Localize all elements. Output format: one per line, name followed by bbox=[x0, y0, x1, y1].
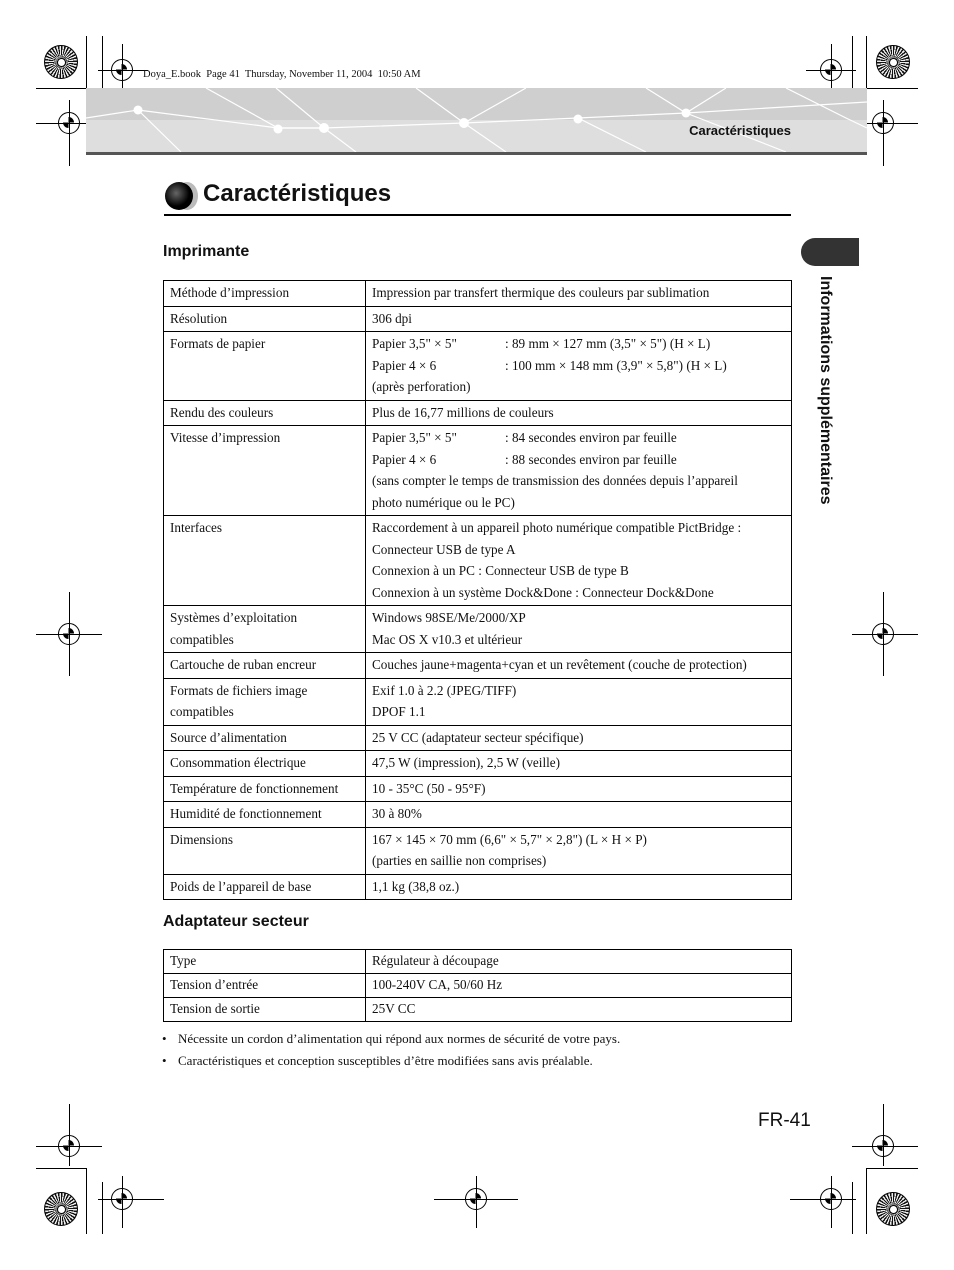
spec-value-term: Papier 4 × 6 bbox=[372, 451, 437, 467]
spec-row bbox=[164, 802, 792, 828]
spec-row bbox=[164, 950, 792, 974]
spec-value-line: 1,1 kg (38,8 oz.) bbox=[372, 878, 460, 894]
spec-label-cell bbox=[164, 426, 366, 516]
spec-value-line: Windows 98SE/Me/2000/XP bbox=[372, 610, 526, 625]
spec-value-cell bbox=[366, 653, 792, 679]
spec-value-line bbox=[372, 355, 785, 377]
spec-label-line: compatibles bbox=[170, 631, 234, 647]
spec-row bbox=[164, 678, 792, 725]
spec-value-line: Raccordement à un appareil photo numérique compatible PictBridge : bbox=[372, 520, 742, 535]
spec-label-cell bbox=[164, 776, 366, 802]
note-item: • Caractéristiques et conception susceptibles d’être modifiées sans avis préalable. bbox=[162, 1050, 620, 1072]
spec-value-cell bbox=[366, 802, 792, 828]
spec-label-line: Tension d’entrée bbox=[170, 977, 259, 992]
spec-label-cell bbox=[164, 725, 366, 751]
spec-row bbox=[164, 606, 792, 653]
spec-label-cell bbox=[164, 332, 366, 401]
print-slug: Doya_E.book Page 41 Thursday, November 11, 2004 10:50 AM bbox=[143, 69, 421, 80]
spec-value-detail: : 88 secondes environ par feuille bbox=[505, 451, 677, 467]
spec-label-cell bbox=[164, 950, 366, 974]
spec-value-line: 47,5 W (impression), 2,5 W (veille) bbox=[372, 755, 561, 770]
spec-label-line: Rendu des couleurs bbox=[170, 404, 274, 420]
spec-value-term: Papier 3,5" × 5" bbox=[372, 430, 457, 445]
spec-value-cell bbox=[366, 950, 792, 974]
spec-value-line: (après perforation) bbox=[372, 379, 471, 394]
notes-list bbox=[162, 1028, 620, 1072]
registration-target-icon bbox=[876, 45, 910, 79]
spec-row bbox=[164, 281, 792, 307]
spec-label-cell bbox=[164, 751, 366, 777]
spec-label-cell bbox=[164, 606, 366, 653]
spec-label-line: Poids de l’appareil de base bbox=[170, 878, 312, 894]
spec-label-cell bbox=[164, 998, 366, 1022]
spec-value-cell bbox=[366, 606, 792, 653]
spec-value-line: Mac OS X v10.3 et ultérieur bbox=[372, 631, 523, 647]
spec-value-cell bbox=[366, 974, 792, 998]
spec-row bbox=[164, 974, 792, 998]
spec-value-cell bbox=[366, 678, 792, 725]
spec-value-detail: : 100 mm × 148 mm (3,9" × 5,8") (H × L) bbox=[505, 357, 727, 373]
spec-row bbox=[164, 998, 792, 1022]
spec-row bbox=[164, 827, 792, 874]
header-network-decoration bbox=[86, 88, 867, 152]
spec-value-line: photo numérique ou le PC) bbox=[372, 494, 515, 510]
adapter-spec-table bbox=[163, 949, 792, 1022]
spec-value-cell bbox=[366, 725, 792, 751]
spec-value-line: Exif 1.0 à 2.2 (JPEG/TIFF) bbox=[372, 682, 517, 698]
spec-row bbox=[164, 776, 792, 802]
registration-target-icon bbox=[44, 1192, 78, 1226]
spec-value-cell bbox=[366, 516, 792, 606]
spec-value-cell bbox=[366, 281, 792, 307]
spec-label-line: Tension de sortie bbox=[170, 1001, 260, 1016]
spec-label-cell bbox=[164, 306, 366, 332]
spec-value-line bbox=[372, 427, 785, 449]
title-rule bbox=[164, 214, 791, 216]
spec-label-line: Source d’alimentation bbox=[170, 729, 287, 745]
spec-label-line: Consommation électrique bbox=[170, 755, 306, 770]
spec-label-cell bbox=[164, 281, 366, 307]
spec-value-detail: : 84 secondes environ par feuille bbox=[505, 430, 677, 445]
spec-value-detail: : 89 mm × 127 mm (3,5" × 5") (H × L) bbox=[505, 336, 711, 351]
spec-value-line: 306 dpi bbox=[372, 310, 412, 326]
spec-label-line: Type bbox=[170, 953, 197, 968]
spec-value-line: Connexion à un PC : Connecteur USB de type B bbox=[372, 563, 629, 578]
spec-value-line: Connecteur USB de type A bbox=[372, 541, 516, 557]
page-title: Caractéristiques bbox=[203, 180, 392, 207]
spec-value-line: Régulateur à découpage bbox=[372, 953, 499, 968]
spec-row bbox=[164, 516, 792, 606]
spec-label-line: Dimensions bbox=[170, 831, 234, 847]
spec-value-cell bbox=[366, 874, 792, 900]
spec-label-line: Systèmes d’exploitation bbox=[170, 610, 298, 625]
spec-value-line: DPOF 1.1 bbox=[372, 704, 426, 719]
side-section-label: Informations supplémentaires bbox=[817, 276, 834, 505]
spec-value-cell bbox=[366, 426, 792, 516]
spec-value-line: (sans compter le temps de transmission des données depuis l’appareil bbox=[372, 473, 738, 488]
header-rule bbox=[86, 152, 867, 155]
spec-value-line: 100-240V CA, 50/60 Hz bbox=[372, 977, 503, 992]
spec-value-line: 25 V CC (adaptateur secteur spécifique) bbox=[372, 729, 584, 745]
spec-value-line: Couches jaune+magenta+cyan et un revêtement (couche de protection) bbox=[372, 657, 747, 672]
spec-value-term: Papier 4 × 6 bbox=[372, 357, 437, 373]
spec-value-cell bbox=[366, 751, 792, 777]
spec-label-line: Cartouche de ruban encreur bbox=[170, 657, 317, 672]
spec-label-cell bbox=[164, 653, 366, 679]
spec-label-cell bbox=[164, 974, 366, 998]
spec-value-cell bbox=[366, 400, 792, 426]
spec-row bbox=[164, 751, 792, 777]
registration-target-icon bbox=[44, 45, 78, 79]
spec-value-line: Plus de 16,77 millions de couleurs bbox=[372, 404, 554, 420]
spec-label-line: Formats de papier bbox=[170, 336, 266, 351]
header-band bbox=[86, 88, 867, 152]
spec-row bbox=[164, 426, 792, 516]
spec-label-cell bbox=[164, 400, 366, 426]
spec-label-cell bbox=[164, 516, 366, 606]
spec-label-cell bbox=[164, 802, 366, 828]
spec-row bbox=[164, 653, 792, 679]
spec-value-line: 167 × 145 × 70 mm (6,6" × 5,7" × 2,8") (L × H × P) bbox=[372, 831, 647, 847]
spec-label-line: Humidité de fonctionnement bbox=[170, 806, 322, 821]
spec-label-line: Vitesse d’impression bbox=[170, 430, 281, 445]
spec-value-line: 30 à 80% bbox=[372, 806, 422, 821]
spec-value-cell bbox=[366, 998, 792, 1022]
spec-value-cell bbox=[366, 332, 792, 401]
spec-label-line: Interfaces bbox=[170, 520, 222, 535]
title-bullet-icon bbox=[165, 182, 193, 210]
header-title: Caractéristiques bbox=[689, 123, 791, 138]
spec-value-line bbox=[372, 449, 785, 471]
spec-value-line: (parties en saillie non comprises) bbox=[372, 853, 547, 868]
spec-value-cell bbox=[366, 827, 792, 874]
side-tab-marker bbox=[801, 238, 859, 266]
printer-heading: Imprimante bbox=[163, 243, 250, 260]
spec-row bbox=[164, 400, 792, 426]
spec-row bbox=[164, 725, 792, 751]
spec-label-line: Température de fonctionnement bbox=[170, 780, 339, 796]
spec-label-line: compatibles bbox=[170, 704, 234, 719]
spec-label-cell bbox=[164, 827, 366, 874]
spec-value-line bbox=[372, 333, 785, 355]
spec-value-line: 10 - 35°C (50 - 95°F) bbox=[372, 780, 486, 796]
spec-row bbox=[164, 332, 792, 401]
spec-value-term: Papier 3,5" × 5" bbox=[372, 336, 457, 351]
spec-value-line: Impression par transfert thermique des couleurs par sublimation bbox=[372, 285, 710, 300]
spec-value-cell bbox=[366, 776, 792, 802]
spec-value-cell bbox=[366, 306, 792, 332]
spec-label-line: Méthode d’impression bbox=[170, 285, 290, 300]
spec-row bbox=[164, 874, 792, 900]
spec-value-line: 25V CC bbox=[372, 1001, 416, 1016]
note-item: • Nécessite un cordon d’alimentation qui répond aux normes de sécurité de votre pays. bbox=[162, 1028, 620, 1050]
spec-row bbox=[164, 306, 792, 332]
page-number: FR-41 bbox=[758, 1110, 811, 1131]
spec-label-line: Résolution bbox=[170, 310, 228, 326]
spec-label-cell bbox=[164, 874, 366, 900]
printer-spec-table bbox=[163, 280, 792, 900]
registration-target-icon bbox=[876, 1192, 910, 1226]
spec-label-line: Formats de fichiers image bbox=[170, 682, 308, 698]
spec-label-cell bbox=[164, 678, 366, 725]
adapter-heading: Adaptateur secteur bbox=[163, 913, 309, 930]
spec-value-line: Connexion à un système Dock&Done : Connecteur Dock&Done bbox=[372, 584, 714, 600]
